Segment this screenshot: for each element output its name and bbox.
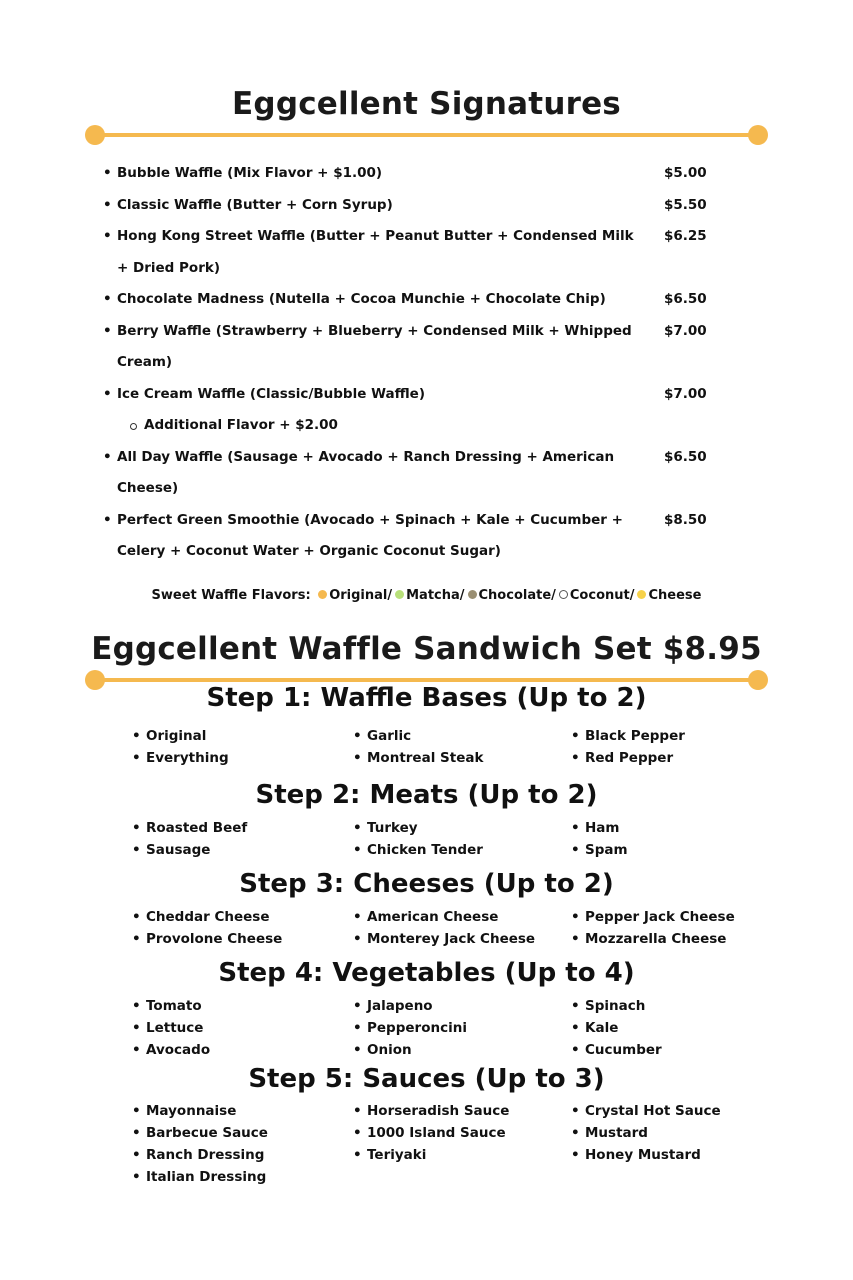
options-column — [353, 906, 535, 950]
option-item: • Roasted Beef — [132, 817, 247, 839]
option-item: • Chicken Tender — [353, 839, 483, 861]
option-item: • Pepperoncini — [353, 1017, 467, 1039]
option-item: • American Cheese — [353, 906, 535, 928]
menu-item-name: Chocolate Madness (Nutella + Cocoa Munchie + Chocolate Chip) — [117, 291, 606, 307]
option-item: • Provolone Cheese — [132, 928, 282, 950]
bullet: • — [103, 291, 112, 307]
option-item: • Mustard — [571, 1122, 721, 1144]
bullet: • — [103, 228, 112, 244]
option-item: • Everything — [132, 747, 229, 769]
step-2-title: Step 2: Meats (Up to 2) — [255, 780, 598, 810]
options-column — [353, 817, 483, 861]
option-item: • Red Pepper — [571, 747, 685, 769]
option-item: • Garlic — [353, 725, 483, 747]
option-item: • 1000 Island Sauce — [353, 1122, 509, 1144]
bullet: • — [103, 511, 112, 528]
option-item: • Original — [132, 725, 229, 747]
option-item: • Ham — [571, 817, 628, 839]
options-column — [571, 817, 628, 861]
option-item: • Cheddar Cheese — [132, 906, 282, 928]
menu-sub-item-text: Additional Flavor + $2.00 — [144, 417, 338, 433]
menu-item-price: $8.50 — [664, 511, 707, 528]
option-item: • Avocado — [132, 1039, 210, 1061]
sweet-waffle-flavors — [0, 588, 853, 603]
bullet: • — [103, 322, 112, 339]
options-column — [132, 817, 247, 861]
flavor-original: Original/ — [329, 588, 393, 603]
option-item: • Onion — [353, 1039, 467, 1061]
flavor-coconut: Coconut/ — [569, 588, 635, 603]
option-item: • Black Pepper — [571, 725, 685, 747]
option-item: • Mozzarella Cheese — [571, 928, 735, 950]
signatures-title: Eggcellent Signatures — [232, 86, 621, 122]
option-item: • Teriyaki — [353, 1144, 509, 1166]
menu-item-price: $6.50 — [664, 291, 707, 307]
option-item: • Horseradish Sauce — [353, 1100, 509, 1122]
options-column — [353, 725, 483, 769]
option-item: • Montreal Steak — [353, 747, 483, 769]
menu-item-name: Ice Cream Waffle (Classic/Bubble Waffle) — [117, 385, 425, 402]
option-item: • Italian Dressing — [132, 1166, 268, 1188]
menu-item-name: Classic Waffle (Butter + Corn Syrup) — [117, 196, 393, 213]
menu-item-name: Berry Waffle (Strawberry + Blueberry + Condensed Milk + Whipped Cream) — [117, 322, 632, 370]
menu-item-name: All Day Waffle (Sausage + Avocado + Ranch Dressing + American Cheese) — [117, 448, 615, 496]
option-item: • Sausage — [132, 839, 247, 861]
divider-dot-left — [85, 125, 105, 145]
menu-item — [103, 221, 723, 284]
option-item: • Honey Mustard — [571, 1144, 721, 1166]
option-item: • Crystal Hot Sauce — [571, 1100, 721, 1122]
step-1-title: Step 1: Waffle Bases (Up to 2) — [206, 683, 647, 713]
menu-item-price: $5.50 — [664, 196, 707, 213]
options-column — [132, 906, 282, 950]
flavor-dot-coconut — [559, 590, 568, 599]
option-item: • Spinach — [571, 995, 662, 1017]
bullet: • — [103, 165, 112, 181]
step-5-title: Step 5: Sauces (Up to 3) — [248, 1064, 605, 1094]
flavors-label: Sweet Waffle Flavors: — [151, 588, 311, 603]
menu-item — [103, 284, 723, 316]
option-item: • Tomato — [132, 995, 210, 1017]
hollow-bullet — [130, 423, 137, 430]
sandwich-title: Eggcellent Waffle Sandwich Set $8.95 — [91, 631, 762, 667]
divider-dot-right — [748, 125, 768, 145]
menu-item-price: $6.50 — [664, 448, 707, 465]
signatures-divider — [95, 133, 758, 137]
menu-item-price: $7.00 — [664, 385, 707, 402]
step-4-title: Step 4: Vegetables (Up to 4) — [218, 958, 635, 988]
bullet: • — [103, 448, 112, 465]
option-item: • Turkey — [353, 817, 483, 839]
menu-item — [103, 190, 723, 222]
menu-item-name: Perfect Green Smoothie (Avocado + Spinach + Kale + Cucumber + Celery + Coconut Water + Organic Coconut Sugar) — [117, 511, 623, 559]
options-column — [571, 725, 685, 769]
options-column — [132, 1100, 268, 1188]
option-item: • Spam — [571, 839, 628, 861]
menu-item — [103, 379, 723, 411]
option-item: • Barbecue Sauce — [132, 1122, 268, 1144]
bullet: • — [103, 196, 112, 213]
divider-bar — [95, 133, 758, 137]
options-column — [571, 1100, 721, 1166]
options-column — [353, 1100, 509, 1166]
option-item: • Lettuce — [132, 1017, 210, 1039]
flavor-cheese: Cheese — [648, 588, 702, 603]
flavor-dot-original — [318, 590, 327, 599]
sandwich-divider — [95, 678, 758, 682]
step-3-title: Step 3: Cheeses (Up to 2) — [239, 869, 614, 899]
menu-item — [103, 158, 723, 190]
divider-bar — [95, 678, 758, 682]
flavor-dot-chocolate — [468, 590, 477, 599]
flavor-chocolate: Chocolate/ — [478, 588, 556, 603]
menu-item — [103, 442, 723, 505]
option-item: • Cucumber — [571, 1039, 662, 1061]
options-column — [571, 995, 662, 1061]
menu-item — [103, 505, 723, 568]
menu-item-price: $5.00 — [664, 165, 707, 181]
menu-item-name: Hong Kong Street Waffle (Butter + Peanut Butter + Condensed Milk + Dried Pork) — [117, 228, 634, 276]
signatures-list — [103, 158, 723, 568]
options-column — [571, 906, 735, 950]
menu-item-name: Bubble Waffle (Mix Flavor + $1.00) — [117, 165, 383, 181]
options-column — [132, 995, 210, 1061]
options-column — [132, 725, 229, 769]
menu-item-price: $6.25 — [664, 228, 707, 244]
option-item: • Pepper Jack Cheese — [571, 906, 735, 928]
flavor-dot-cheese — [637, 590, 646, 599]
option-item: • Jalapeno — [353, 995, 467, 1017]
options-column — [353, 995, 467, 1061]
menu-item — [103, 316, 723, 379]
flavor-dot-matcha — [395, 590, 404, 599]
option-item: • Monterey Jack Cheese — [353, 928, 535, 950]
option-item: • Mayonnaise — [132, 1100, 268, 1122]
flavor-matcha: Matcha/ — [406, 588, 465, 603]
menu-sub-item — [103, 410, 723, 442]
menu-item-price: $7.00 — [664, 322, 707, 339]
bullet: • — [103, 385, 112, 402]
option-item: • Ranch Dressing — [132, 1144, 268, 1166]
option-item: • Kale — [571, 1017, 662, 1039]
